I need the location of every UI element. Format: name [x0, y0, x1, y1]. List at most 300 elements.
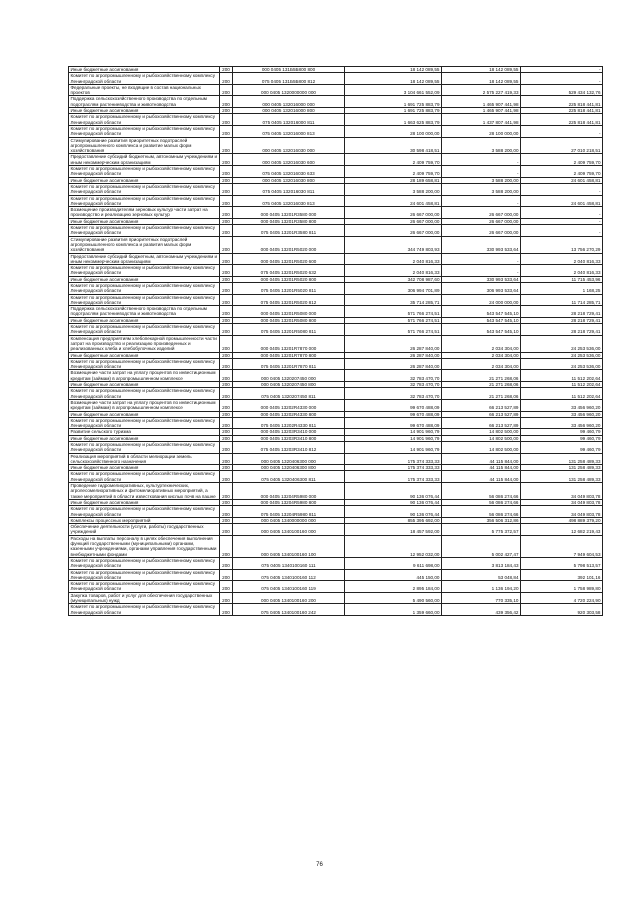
row-unexecuted-amount-cell: 12 682 219,43	[521, 524, 603, 536]
row-unexecuted-amount-cell: 392 101,16	[521, 569, 603, 581]
row-unexecuted-amount-cell: 131 258 489,33	[521, 471, 603, 483]
row-approved-amount-cell: 18 142 089,55	[345, 73, 442, 85]
row-code-cell: 200	[220, 506, 233, 518]
table-body	[69, 67, 603, 616]
page-number: 76	[316, 862, 323, 868]
row-code-cell: 200	[220, 96, 233, 108]
table-row	[69, 506, 603, 518]
row-name-cell: Комитет по агропромышленному и рыбохозяйственному комплексу Ленинградской области	[69, 265, 220, 277]
row-classification-cell: 000 0405 13201R5080 000	[233, 306, 345, 318]
row-executed-amount-cell: 1 136 194,20	[442, 581, 521, 593]
row-approved-amount-cell: 175 374 333,33	[345, 471, 442, 483]
table-row	[69, 569, 603, 581]
row-executed-amount-cell: 21 271 268,06	[442, 370, 521, 382]
row-executed-amount-cell: 24 000 000,00	[442, 294, 521, 306]
row-executed-amount-cell: 1 465 907 441,98	[442, 96, 521, 108]
row-name-cell: Компенсация предприятиям хлебопекарной промышленности части затрат на производство и реализацию произведенных и реализованных хлеба и хлебобулочных изделий	[69, 335, 220, 352]
row-approved-amount-cell: 445 150,00	[345, 569, 442, 581]
row-executed-amount-cell: 543 547 545,10	[442, 317, 521, 323]
row-name-cell: Возмещение части затрат на уплату процентов по инвестиционным кредитам (займам) в агропромышленном комплексе	[69, 370, 220, 382]
row-unexecuted-amount-cell: 34 049 803,78	[521, 499, 603, 505]
row-name-cell: Комплексы процессных мероприятий	[69, 517, 220, 523]
row-code-cell: 200	[220, 195, 233, 207]
row-approved-amount-cell: 2 409 759,70	[345, 166, 442, 178]
row-unexecuted-amount-cell: -	[521, 218, 603, 224]
row-executed-amount-cell: 18 142 089,55	[442, 73, 521, 85]
row-executed-amount-cell: 26 667 000,00	[442, 218, 521, 224]
table-row	[69, 483, 603, 500]
row-unexecuted-amount-cell: 11 512 202,64	[521, 388, 603, 400]
table-row	[69, 324, 603, 336]
table-row	[69, 114, 603, 126]
row-executed-amount-cell: 3 813 184,43	[442, 557, 521, 569]
row-name-cell: Иные бюджетные ассигнования	[69, 352, 220, 358]
row-approved-amount-cell: 99 670 488,09	[345, 411, 442, 417]
row-executed-amount-cell: 2 034 304,00	[442, 352, 521, 358]
row-code-cell: 200	[220, 604, 233, 616]
row-classification-cell: 000 0405 132016030 800	[233, 177, 345, 183]
row-unexecuted-amount-cell: -	[521, 73, 603, 85]
row-classification-cell: 000 0405 13201R5020 800	[233, 276, 345, 282]
row-executed-amount-cell: 2 034 304,00	[442, 335, 521, 352]
row-unexecuted-amount-cell: 28 218 729,41	[521, 317, 603, 323]
row-name-cell: Иные бюджетные ассигнования	[69, 317, 220, 323]
table-row	[69, 294, 603, 306]
row-unexecuted-amount-cell: 2 040 816,33	[521, 265, 603, 277]
row-name-cell: Иные бюджетные ассигнования	[69, 435, 220, 441]
row-name-cell: Развитие сельского туризма	[69, 429, 220, 435]
row-unexecuted-amount-cell: 5 798 513,57	[521, 557, 603, 569]
row-name-cell: Комитет по агропромышленному и рыбохозяйственному комплексу Ленинградской области	[69, 471, 220, 483]
row-code-cell: 200	[220, 265, 233, 277]
row-executed-amount-cell: 21 271 268,06	[442, 382, 521, 388]
row-unexecuted-amount-cell: 24 253 536,00	[521, 358, 603, 370]
row-unexecuted-amount-cell: 27 010 218,51	[521, 137, 603, 154]
row-classification-cell: 075 0405 13201R5080 811	[233, 324, 345, 336]
row-approved-amount-cell: 32 783 470,70	[345, 382, 442, 388]
row-name-cell: Иные бюджетные ассигнования	[69, 465, 220, 471]
row-classification-cell: 075 0405 1340100160 111	[233, 557, 345, 569]
row-code-cell: 200	[220, 125, 233, 137]
row-approved-amount-cell: 2 040 816,33	[345, 253, 442, 265]
row-code-cell: 200	[220, 358, 233, 370]
row-code-cell: 200	[220, 154, 233, 166]
table-row	[69, 306, 603, 318]
row-approved-amount-cell: 26 667 000,00	[345, 207, 442, 219]
row-code-cell: 200	[220, 417, 233, 429]
row-approved-amount-cell: 571 766 274,51	[345, 306, 442, 318]
table-row	[69, 253, 603, 265]
row-executed-amount-cell: 14 802 500,00	[442, 442, 521, 454]
table-row	[69, 335, 603, 352]
row-approved-amount-cell: 26 667 000,00	[345, 218, 442, 224]
row-approved-amount-cell: 1 663 625 883,79	[345, 114, 442, 126]
row-approved-amount-cell: 5 490 560,00	[345, 592, 442, 604]
row-executed-amount-cell: 56 086 274,66	[442, 499, 521, 505]
row-unexecuted-amount-cell: 7 949 604,53	[521, 535, 603, 557]
row-executed-amount-cell: 5 002 427,47	[442, 535, 521, 557]
row-classification-cell: 075 0405 132016000 811	[233, 114, 345, 126]
row-classification-cell: 000 0405 1320406300 800	[233, 465, 345, 471]
row-name-cell: Комитет по агропромышленному и рыбохозяйственному комплексу Ленинградской области	[69, 195, 220, 207]
row-name-cell: Иные бюджетные ассигнования	[69, 177, 220, 183]
row-name-cell: Предоставление субсидий бюджетным, автономным учреждениям и иным некоммерческим организациям	[69, 154, 220, 166]
row-code-cell: 200	[220, 253, 233, 265]
row-classification-cell: 000 0405 1320207450 000	[233, 370, 345, 382]
row-code-cell: 200	[220, 335, 233, 352]
row-approved-amount-cell: 32 783 470,70	[345, 370, 442, 382]
row-code-cell: 200	[220, 483, 233, 500]
row-executed-amount-cell: 66 213 527,89	[442, 417, 521, 429]
row-unexecuted-amount-cell: 33 456 960,20	[521, 411, 603, 417]
row-name-cell: Комитет по агропромышленному и рыбохозяйственному комплексу Ленинградской области	[69, 388, 220, 400]
row-code-cell: 200	[220, 236, 233, 253]
row-classification-cell: 000 0405 13203R3410 000	[233, 429, 345, 435]
row-classification-cell: 075 0405 132016030 811	[233, 183, 345, 195]
row-executed-amount-cell: 2 034 304,00	[442, 358, 521, 370]
row-code-cell: 200	[220, 276, 233, 282]
row-approved-amount-cell: 14 901 960,79	[345, 429, 442, 435]
row-executed-amount-cell: 26 667 000,00	[442, 225, 521, 237]
row-executed-amount-cell: -	[442, 154, 521, 166]
row-code-cell: 200	[220, 435, 233, 441]
row-approved-amount-cell: 855 395 692,00	[345, 517, 442, 523]
row-executed-amount-cell: 543 547 545,10	[442, 324, 521, 336]
row-classification-cell: 075 0405 132016030 633	[233, 166, 345, 178]
row-unexecuted-amount-cell: 2 409 759,70	[521, 154, 603, 166]
row-classification-cell: 075 0405 13204R5980 811	[233, 506, 345, 518]
row-name-cell: Комитет по агропромышленному и рыбохозяйственному комплексу Ленинградской области	[69, 581, 220, 593]
row-classification-cell: 075 0405 1340100160 119	[233, 581, 345, 593]
row-unexecuted-amount-cell: 34 049 803,78	[521, 483, 603, 500]
row-classification-cell: 075 0405 13201R5020 812	[233, 294, 345, 306]
row-code-cell: 200	[220, 67, 233, 73]
row-code-cell: 200	[220, 352, 233, 358]
row-code-cell: 200	[220, 592, 233, 604]
table-row	[69, 225, 603, 237]
row-code-cell: 200	[220, 442, 233, 454]
row-approved-amount-cell: 90 136 076,44	[345, 506, 442, 518]
row-executed-amount-cell: 18 142 089,55	[442, 67, 521, 73]
row-executed-amount-cell: 66 213 527,89	[442, 411, 521, 417]
row-executed-amount-cell: 14 802 500,00	[442, 429, 521, 435]
row-code-cell: 200	[220, 517, 233, 523]
row-approved-amount-cell: 26 667 000,00	[345, 225, 442, 237]
row-approved-amount-cell: 1 691 725 883,79	[345, 96, 442, 108]
row-name-cell: Иные бюджетные ассигнования	[69, 499, 220, 505]
row-code-cell: 200	[220, 569, 233, 581]
row-code-cell: 200	[220, 388, 233, 400]
row-name-cell: Комитет по агропромышленному и рыбохозяйственному комплексу Ленинградской области	[69, 569, 220, 581]
row-unexecuted-amount-cell: 11 715 453,96	[521, 276, 603, 282]
row-code-cell: 200	[220, 581, 233, 593]
row-code-cell: 200	[220, 207, 233, 219]
table-row	[69, 453, 603, 465]
row-name-cell: Федеральные проекты, не входящие в состав национальных проектов	[69, 84, 220, 96]
row-unexecuted-amount-cell: -	[521, 125, 603, 137]
row-code-cell: 200	[220, 108, 233, 114]
row-executed-amount-cell: 1 465 907 441,98	[442, 108, 521, 114]
row-executed-amount-cell: 66 213 527,89	[442, 399, 521, 411]
table-row	[69, 73, 603, 85]
row-code-cell: 200	[220, 453, 233, 465]
row-code-cell: 200	[220, 282, 233, 294]
row-code-cell: 200	[220, 317, 233, 323]
row-unexecuted-amount-cell: 33 456 960,20	[521, 399, 603, 411]
row-approved-amount-cell: 14 901 960,79	[345, 435, 442, 441]
row-code-cell: 200	[220, 499, 233, 505]
row-code-cell: 200	[220, 411, 233, 417]
row-name-cell: Комитет по агропромышленному и рыбохозяйственному комплексу Ленинградской области	[69, 73, 220, 85]
row-unexecuted-amount-cell: -	[521, 67, 603, 73]
row-name-cell: Комитет по агропромышленному и рыбохозяйственному комплексу Ленинградской области	[69, 442, 220, 454]
row-classification-cell: 075 0405 13201R7870 811	[233, 358, 345, 370]
row-executed-amount-cell: 5 775 372,57	[442, 524, 521, 536]
row-executed-amount-cell: 3 588 200,00	[442, 137, 521, 154]
row-approved-amount-cell: 26 287 840,00	[345, 358, 442, 370]
row-classification-cell: 000 0405 13203R3410 800	[233, 435, 345, 441]
row-name-cell: Предоставление субсидий бюджетным, автономным учреждениям и иным некоммерческим организациям	[69, 253, 220, 265]
row-approved-amount-cell: 18 142 089,55	[345, 67, 442, 73]
row-classification-cell: 000 0405 13202R4330 000	[233, 399, 345, 411]
row-name-cell: Стимулирование развития приоритетных подотраслей агропромышленного комплекса и развитие малых форм хозяйствования	[69, 137, 220, 154]
row-classification-cell: 075 0405 1320406300 811	[233, 471, 345, 483]
row-approved-amount-cell: 26 287 840,00	[345, 352, 442, 358]
row-approved-amount-cell: 1 359 660,00	[345, 604, 442, 616]
row-unexecuted-amount-cell: 131 258 489,33	[521, 453, 603, 465]
row-executed-amount-cell: 44 115 844,00	[442, 465, 521, 471]
row-executed-amount-cell: 44 115 844,00	[442, 471, 521, 483]
row-code-cell: 200	[220, 114, 233, 126]
table-row	[69, 557, 603, 569]
row-executed-amount-cell: 44 115 844,00	[442, 453, 521, 465]
row-name-cell: Комитет по агропромышленному и рыбохозяйственному комплексу Ленинградской области	[69, 324, 220, 336]
row-name-cell: Поддержка сельскохозяйственного производства по отдельным подотраслям растениеводства и животноводства	[69, 96, 220, 108]
row-executed-amount-cell: 543 547 545,10	[442, 306, 521, 318]
row-code-cell: 200	[220, 524, 233, 536]
row-classification-cell: 075 0405 1340100160 242	[233, 604, 345, 616]
table-row	[69, 207, 603, 219]
row-approved-amount-cell: 99 670 488,09	[345, 399, 442, 411]
table-row	[69, 592, 603, 604]
row-unexecuted-amount-cell: 225 818 441,81	[521, 114, 603, 126]
row-unexecuted-amount-cell: -	[521, 225, 603, 237]
row-code-cell: 200	[220, 306, 233, 318]
table-row	[69, 604, 603, 616]
row-classification-cell: 000 0405 1340100160 000	[233, 524, 345, 536]
row-name-cell: Поддержка сельскохозяйственного производства по отдельным подотраслям растениеводства и животноводства	[69, 306, 220, 318]
row-approved-amount-cell: 3 588 200,00	[345, 183, 442, 195]
row-code-cell: 200	[220, 429, 233, 435]
row-unexecuted-amount-cell: 1 168,25	[521, 282, 603, 294]
row-executed-amount-cell: 356 506 312,86	[442, 517, 521, 523]
row-classification-cell: 000 0405 13201R5080 800	[233, 317, 345, 323]
row-classification-cell: 000 0405 13204R5980 800	[233, 499, 345, 505]
budget-table-sheet	[68, 66, 602, 616]
row-executed-amount-cell: 3 588 200,00	[442, 183, 521, 195]
row-executed-amount-cell: 53 048,84	[442, 569, 521, 581]
table-row	[69, 96, 603, 108]
row-classification-cell: 000 0405 13201R7870 800	[233, 352, 345, 358]
row-code-cell: 200	[220, 84, 233, 96]
row-unexecuted-amount-cell: 13 756 270,29	[521, 236, 603, 253]
table-row	[69, 535, 603, 557]
row-classification-cell: 000 0405 13201R5020 000	[233, 236, 345, 253]
row-executed-amount-cell: 306 993 533,64	[442, 282, 521, 294]
row-code-cell: 200	[220, 471, 233, 483]
row-unexecuted-amount-cell: 24 253 536,00	[521, 352, 603, 358]
row-executed-amount-cell: 26 667 000,00	[442, 207, 521, 219]
row-approved-amount-cell: 90 136 076,44	[345, 499, 442, 505]
row-classification-cell: 000 0405 132016000 000	[233, 96, 345, 108]
row-name-cell: Комитет по агропромышленному и рыбохозяйственному комплексу Ленинградской области	[69, 125, 220, 137]
row-approved-amount-cell: 342 708 987,60	[345, 276, 442, 282]
row-classification-cell: 000 0405 1340100160 200	[233, 592, 345, 604]
table-row	[69, 370, 603, 382]
row-unexecuted-amount-cell: 24 601 458,81	[521, 195, 603, 207]
row-unexecuted-amount-cell: 1 758 989,80	[521, 581, 603, 593]
row-name-cell: Комитет по агропромышленному и рыбохозяйственному комплексу Ленинградской области	[69, 557, 220, 569]
row-executed-amount-cell: 28 100 000,00	[442, 125, 521, 137]
row-unexecuted-amount-cell: 99 460,79	[521, 435, 603, 441]
row-unexecuted-amount-cell: 33 456 960,20	[521, 417, 603, 429]
row-classification-cell: 075 0405 1320207450 811	[233, 388, 345, 400]
row-code-cell: 200	[220, 137, 233, 154]
row-approved-amount-cell: 344 749 803,93	[345, 236, 442, 253]
row-approved-amount-cell: 18 457 592,00	[345, 524, 442, 536]
row-classification-cell: 075 0405 13201R3580 811	[233, 225, 345, 237]
row-name-cell: Возмещение производителям зерновых культур части затрат на производство и реализацию зерновых культур	[69, 207, 220, 219]
row-unexecuted-amount-cell: 131 258 489,33	[521, 465, 603, 471]
row-executed-amount-cell: 1 437 807 441,98	[442, 114, 521, 126]
row-code-cell: 200	[220, 177, 233, 183]
row-code-cell: 200	[220, 225, 233, 237]
row-unexecuted-amount-cell: 34 049 803,78	[521, 506, 603, 518]
row-unexecuted-amount-cell: -	[521, 183, 603, 195]
row-approved-amount-cell: 9 611 698,00	[345, 557, 442, 569]
table-row	[69, 581, 603, 593]
row-name-cell: Закупка товаров, работ и услуг для обеспечения государственных (муниципальных) нужд	[69, 592, 220, 604]
row-executed-amount-cell: 330 993 533,64	[442, 236, 521, 253]
table-row	[69, 388, 603, 400]
table-row	[69, 84, 603, 96]
row-name-cell: Комитет по агропромышленному и рыбохозяйственному комплексу Ленинградской области	[69, 225, 220, 237]
table-row	[69, 137, 603, 154]
table-row	[69, 442, 603, 454]
row-classification-cell: 000 0405 132016030 600	[233, 154, 345, 166]
row-executed-amount-cell: 14 802 500,00	[442, 435, 521, 441]
table-row	[69, 282, 603, 294]
row-name-cell: Комитет по агропромышленному и рыбохозяйственному комплексу Ленинградской области	[69, 358, 220, 370]
row-classification-cell: 000 0405 1320406300 000	[233, 453, 345, 465]
row-approved-amount-cell: 2 040 816,33	[345, 265, 442, 277]
row-approved-amount-cell: 90 136 076,44	[345, 483, 442, 500]
row-code-cell: 200	[220, 324, 233, 336]
table-row	[69, 183, 603, 195]
row-classification-cell: 075 0405 131Б5Б800 812	[233, 73, 345, 85]
row-approved-amount-cell: 99 670 488,09	[345, 417, 442, 429]
row-name-cell: Расходы на выплаты персоналу в целях обеспечения выполнения функций государственными (муниципальными) органами, казенными учреждениями, органами управления государственными внебюджетными фондами	[69, 535, 220, 557]
row-approved-amount-cell: 30 598 418,51	[345, 137, 442, 154]
row-classification-cell: 075 0405 13201R5020 811	[233, 282, 345, 294]
row-approved-amount-cell: 28 100 000,00	[345, 125, 442, 137]
row-approved-amount-cell: 2 409 759,70	[345, 154, 442, 166]
row-classification-cell: 000 0405 1340000000 000	[233, 517, 345, 523]
row-unexecuted-amount-cell: 28 218 729,41	[521, 306, 603, 318]
table-row	[69, 195, 603, 207]
row-unexecuted-amount-cell: 225 818 441,81	[521, 108, 603, 114]
row-code-cell: 200	[220, 465, 233, 471]
row-unexecuted-amount-cell: 529 434 132,76	[521, 84, 603, 96]
row-unexecuted-amount-cell: 225 818 441,81	[521, 96, 603, 108]
row-classification-cell: 000 0405 13201R3580 800	[233, 218, 345, 224]
row-classification-cell: 075 0405 132016000 813	[233, 125, 345, 137]
row-name-cell: Иные бюджетные ассигнования	[69, 67, 220, 73]
row-code-cell: 200	[220, 535, 233, 557]
row-unexecuted-amount-cell: 11 512 202,64	[521, 382, 603, 388]
row-name-cell: Проведение гидромелиоративных, культуртехнических, агролесомелиоративных и фитомелиоративных мероприятий, а также мероприятий в области известкования кислых почв на пашне	[69, 483, 220, 500]
row-classification-cell: 000 0405 13201R7870 000	[233, 335, 345, 352]
row-executed-amount-cell: -	[442, 195, 521, 207]
row-classification-cell: 000 0405 13201R3580 000	[233, 207, 345, 219]
table-row	[69, 417, 603, 429]
row-executed-amount-cell: 21 271 268,06	[442, 388, 521, 400]
row-unexecuted-amount-cell: 2 409 759,70	[521, 166, 603, 178]
table-row	[69, 125, 603, 137]
row-approved-amount-cell: 32 783 470,70	[345, 388, 442, 400]
row-name-cell: Комитет по агропромышленному и рыбохозяйственному комплексу Ленинградской области	[69, 604, 220, 616]
row-code-cell: 200	[220, 294, 233, 306]
table-row	[69, 399, 603, 411]
row-classification-cell: 000 0405 132016030 000	[233, 137, 345, 154]
row-executed-amount-cell: 56 086 274,66	[442, 483, 521, 500]
row-code-cell: 200	[220, 218, 233, 224]
row-approved-amount-cell: 14 901 960,79	[345, 442, 442, 454]
row-code-cell: 200	[220, 183, 233, 195]
row-code-cell: 200	[220, 370, 233, 382]
row-executed-amount-cell: -	[442, 253, 521, 265]
row-classification-cell: 000 0405 131Б5Б800 800	[233, 67, 345, 73]
row-approved-amount-cell: 175 374 333,33	[345, 453, 442, 465]
row-approved-amount-cell: 306 994 701,89	[345, 282, 442, 294]
row-unexecuted-amount-cell: 498 889 379,20	[521, 517, 603, 523]
row-approved-amount-cell: 24 601 458,81	[345, 195, 442, 207]
table-row	[69, 166, 603, 178]
row-approved-amount-cell: 571 766 274,51	[345, 324, 442, 336]
row-unexecuted-amount-cell: 11 714 285,71	[521, 294, 603, 306]
row-name-cell: Комитет по агропромышленному и рыбохозяйственному комплексу Ленинградской области	[69, 282, 220, 294]
row-name-cell: Комитет по агропромышленному и рыбохозяйственному комплексу Ленинградской области	[69, 417, 220, 429]
row-executed-amount-cell: 770 335,10	[442, 592, 521, 604]
row-unexecuted-amount-cell: 99 460,79	[521, 429, 603, 435]
row-classification-cell: 075 0405 13202R4330 811	[233, 417, 345, 429]
row-code-cell: 200	[220, 382, 233, 388]
row-name-cell: Комитет по агропромышленному и рыбохозяйственному комплексу Ленинградской области	[69, 294, 220, 306]
row-unexecuted-amount-cell: 24 601 458,81	[521, 177, 603, 183]
row-classification-cell: 075 0405 132016030 813	[233, 195, 345, 207]
row-classification-cell: 000 0405 132016000 800	[233, 108, 345, 114]
row-executed-amount-cell: -	[442, 166, 521, 178]
row-approved-amount-cell: 2 895 184,00	[345, 581, 442, 593]
row-classification-cell: 000 0405 1340100160 100	[233, 535, 345, 557]
row-name-cell: Комитет по агропромышленному и рыбохозяйственному комплексу Ленинградской области	[69, 114, 220, 126]
row-name-cell: Иные бюджетные ассигнования	[69, 382, 220, 388]
row-classification-cell: 075 0405 13203R3410 812	[233, 442, 345, 454]
row-approved-amount-cell: 571 766 274,51	[345, 317, 442, 323]
row-unexecuted-amount-cell: 920 303,58	[521, 604, 603, 616]
row-classification-cell: 075 0405 13201R5020 632	[233, 265, 345, 277]
row-unexecuted-amount-cell: 99 460,79	[521, 442, 603, 454]
